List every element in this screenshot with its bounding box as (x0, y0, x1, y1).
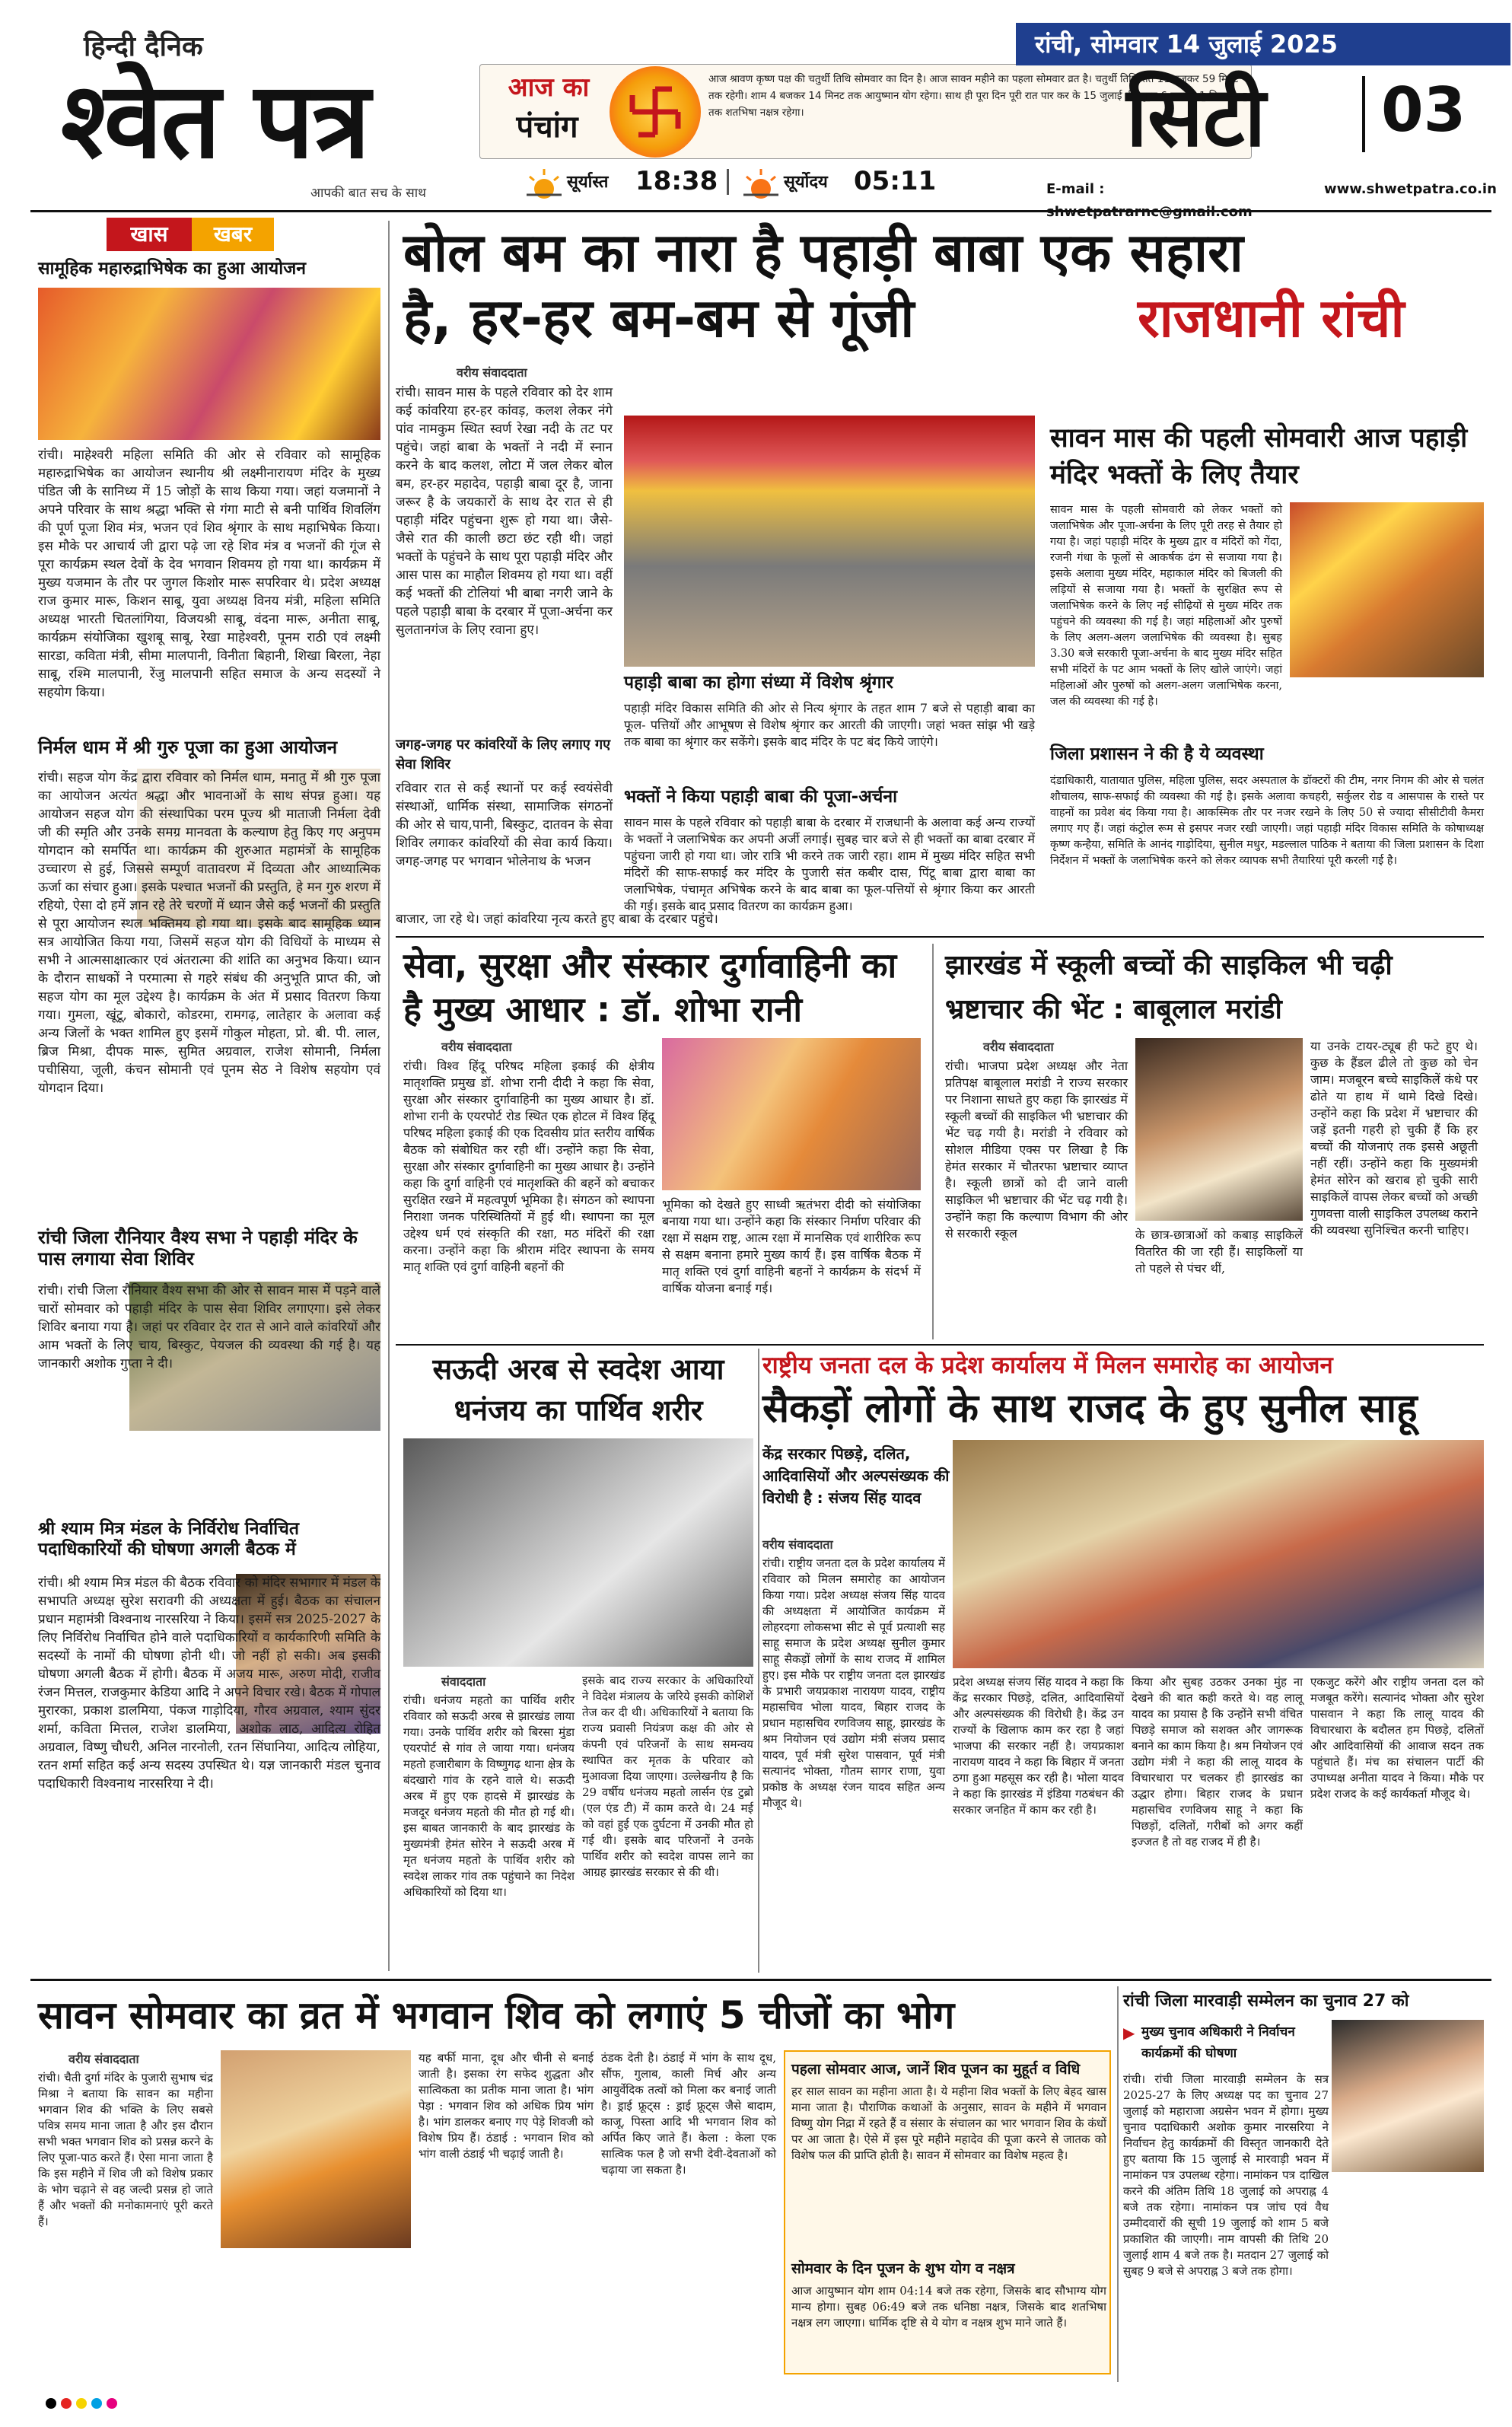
rt-sub-headline[interactable]: जिला प्रशासन ने की है ये व्यवस्था (1050, 744, 1264, 764)
bhog-body-a: रांची। चैती दुर्गा मंदिर के पुजारी सुभाष चंद्र मिश्रा ने बताया कि सावन का महीना भगवान शिव की भक्ति के लिए सबसे पवित्र समय माना जाता है और इस दौरान सभी भक्त भगवान शिव को प्रसन्न करने के लिए पूजा-पाठ करते हैं। ऐसा माना जाता है कि इस महीने में शिव जी को विशेष प्रकार के भोग चढ़ाने से वह जल्दी प्रसन्न हो जाते हैं और भक्तों की मनोकामनाएं पूरी करते हैं। (38, 2071, 213, 2228)
marandi-body-b: के छात्र-छात्राओं को कबाड़ साइकिलें वितरित की जा रही हैं। साइकिलों या तो पहले से पंचर थीं, (1135, 1228, 1303, 1276)
tagline: आपकी बात सच के साथ (310, 186, 427, 201)
print-registration-marks (46, 2397, 1476, 2416)
bhog-article (38, 1986, 1111, 2382)
marwari-headline[interactable]: रांची जिला मारवाड़ी सम्मेलन का चुनाव 27 को (1123, 1992, 1409, 2011)
bhog-body-b: यह बर्फी माना, दूध और चीनी से बनाई जाती है। इसका रंग सफेद शुद्धता और सात्विकता का प्रतीक माना जाता है। भांग पेड़ा : भगवान शिव को अधिक प्रिय भांग है। भांग डालकर बनाए गए पेड़े शिवजी को विशेष प्रिय हैं। ठंडाई : भगवान शिव को भांग वाली ठंडाई भी चढ़ाई जाती है। (419, 2051, 594, 2161)
lead-photo (624, 416, 1035, 667)
brand-name[interactable]: श्वेत पत्र (61, 59, 369, 182)
brand-top: हिन्दी दैनिक (84, 31, 203, 62)
rt-body: सावन मास के पहली सोमवारी को लेकर भक्तों को जलाभिषेक और पूजा-अर्चना के लिए पूरी तरह से तैयार हो गया है। जहां पहाड़ी मंदिर के मुख्य द्वार व मंदिरों को गेंदा, रजनी गंधा के फूलों से आकर्षक ढंग से सजाया गया है। इसके अलावा मुख्य मंदिर, महाकाल मंदिर को बिजली की लड़ियों से सजाया गया है। भक्तों के सुरक्षित रूप से जलाभिषेक करने के लिए नई सीढ़ियों से मुख्य मंदिर तक पहुंचने की व्यवस्था की गई है। जहां महिलाओं और पुरुषों के लिए अलग-अलग जलाभिषेक की व्यवस्था है। सुबह 3.30 बजे सरकारी पूजा-अर्चना के बाद मुख्य मंदिर सहित सभी मंदिरों के पट आम भक्तों के लिए खोले जाएंगे। जहां महिलाओं और पुरुषों को अलग-अलग जलाभिषेक करना, जल की व्यवस्था की गई है। (1050, 504, 1282, 708)
masthead (0, 0, 1512, 205)
durgavahini-headline[interactable]: सेवा, सुरक्षा और संस्कार दुर्गावाहिनी का है मुख्य आधार : डॉ. शोभा रानी (403, 945, 897, 1030)
muhurat-body: हर साल सावन का महीना आता है। ये महीना शिव भक्तों के लिए बेहद खास माना जाता है। पौराणिक कथाओं के अनुसार, सावन के महीने में भगवान विष्णु योग निद्रा में रहते हैं व संसार के संचालन का भार भगवान शिव के कंधों पर आ जाता है। ऐसे में इस पूरे महीने महादेव की पूजा करने से जातक को विशेष फल की प्राप्ति होती है। सावन में सोमवार का विशेष महत्व है। (791, 2085, 1106, 2162)
left-a3-headline[interactable]: रांची जिला रौनियार वैश्य सभा ने पहाड़ी मंदिर के पास लगाया सेवा शिविर (38, 1227, 358, 1270)
durgavahini-article (396, 944, 928, 1339)
marandi-body-a: रांची। भाजपा प्रदेश अध्यक्ष और नेता प्रतिपक्ष बाबूलाल मरांडी ने राज्य सरकार पर निशाना साधते हुए कहा कि झारखंड में स्कूली बच्चों की साइकिल भी भ्रष्टाचार की भेंट चढ़ गयी है। मरांडी ने रविवार को सोशल मीडिया एक्स पर लिखा है कि हेमंत सरकार में चौतरफा भ्रष्टाचार व्याप्त है। स्कूली छात्रों को दी जाने वाली साइकिल भी भ्रष्टाचार की भेंट चढ़ गयी है। उन्होंने कहा कि कल्याण विभाग की ओर से सरकारी स्कूल (945, 1059, 1128, 1241)
left-a1-body: रांची। माहेश्वरी महिला समिति की ओर से रविवार को सामूहिक महारुद्राभिषेक का आयोजन स्थानीय श्री लक्ष्मीनारायण मंदिर के मुख्य पंडित जी के सानिध्य में 15 जोड़ों के साथ किया गया। जहां यजमानों ने अपने परिवार के साथ श्रद्धा भक्ति से गंगा माटी से बनी पार्थिव शिवलिंग की पूर्ण पूजा शिव मंत्र, भजन एवं शिव श्रृंगार के साथ महाभिषेक किया। इस मौके पर आचार्य जी द्वारा पढ़े जा रहे शिव मंत्र व भजनों की गूंज से पूरा कार्यक्रम स्थल देवों के देव भगवान शिवमय हो गया था। कार्यक्रम में मुख्य यजमान के तौर पर जुगल किशोर मारू सपरिवार थे। प्रदेश अध्यक्ष राज कुमार मारू, किशन साबू, युवा अध्यक्ष विनय मंत्री, महिला समिति अध्यक्ष भारती चितलांगिया, विजयश्री साबू, वंदना मारू, अनीता साबू, कार्यक्रम संयोजिका खुशबू साबू, रेखा माहेश्वरी, पूनम राठी एवं लक्ष्मी सारडा, कविता मंत्री, सीमा मालपानी, विनीता बिहानी, शिखा बिरला, नेहा साबू, रश्मि मालपानी, रेंजु मालपानी सहित समाज के अन्य सदस्यों ने सहयोग किया। (38, 447, 380, 700)
lead-subhead: जगह-जगह पर कांवरियों के लिए लगाए गए सेवा शिविर (396, 737, 611, 772)
rt-headline[interactable]: सावन मास की पहली सोमवारी आज पहाड़ी मंदिर भक्तों के लिए तैयार (1050, 423, 1468, 490)
rt-sub-body: दंडाधिकारी, यातायात पुलिस, महिला पुलिस, सदर अस्पताल के डॉक्टरों की टीम, नगर निगम की ओर से चलंत शौचालय, साफ-सफाई की व्यवस्था की गई है। इसके अलावा कचहरी, सर्कुलर रोड व आसपास के रास्ते पर वाहनों का प्रवेश बंद किया गया है। आकस्मिक तौर पर नजर रखने के लिए 50 से ज्यादा सीसीटीवी कैमरा लगाए गए हैं। जहां कंट्रोल रूम से इसपर नजर रखी जाएगी। जहां पहाड़ी मंदिर विकास समिति के कोषाध्यक्ष कृष्ण कन्हैया, समिति के आनंद गाड़ोदिया, सुनील मधुर, मडल्लाल पाठिक ने बताया की जिला प्रशासन के दिशा निर्देशन में भक्तों के जलाभिषेक करने को लेकर व्यापक सभी तैयारियां पूरी करली गई है। (1050, 775, 1484, 867)
muhurat-sub-body: आज आयुष्मान योग शाम 04:14 बजे तक रहेगा, जिसके बाद सौभाग्य योग मान्य होगा। सुबह 06:49 बजे तक धनिष्ठा नक्षत्र, जिसके बाद शतभिषा नक्षत्र लग जाएगा। धार्मिक दृष्टि से ये योग व नक्षत्र शुभ माने जाते हैं। (791, 2284, 1106, 2330)
sunrise-label: सूर्योदय (784, 173, 828, 192)
lead-headline-1[interactable]: बोल बम का नारा है पहाड़ी बाबा एक सहारा (403, 221, 1243, 284)
rjd-headline[interactable]: सैकड़ों लोगों के साथ राजद के हुए सुनील साहू (762, 1386, 1418, 1432)
left-a4-headline[interactable]: श्री श्याम मित्र मंडल के निर्विरोध निर्वाचित पदाधिकारियों की घोषणा अगली बैठक में (38, 1519, 299, 1560)
tag-khabar: खबर (192, 218, 274, 251)
marwari-body: रांची। रांची जिला मारवाड़ी सम्मेलन के सत्र 2025-27 के लिए अध्यक्ष पद का चुनाव 27 जुलाई को महाराजा अग्रसेन भवन में होगा। मुख्य चुनाव पदाधिकारी अशोक कुमार नारसरिया ने निर्वाचन हेतु कार्यक्रमों की विस्तृत जानकारी देते हुए बताया कि 15 जुलाई से मारवाड़ी भवन में नामांकन पत्र उपलब्ध रहेगा। नामांकन पत्र दाखिल करने की अंतिम तिथि 18 जुलाई को अपराह्न 4 बजे तक रहेगा। नामांकन पत्र जांच एवं वैध उम्मीदवारों की सूची 19 जुलाई को शाम 5 बजे प्रकाशित की जाएगी। नाम वापसी की तिथि 20 जुलाई शाम 4 बजे तक है। मतदान 27 जुलाई को सुबह 9 बजे से अपराह्न 3 बजे तक होगा। (1123, 2072, 1329, 2278)
left-a1-headline[interactable]: सामूहिक महारुद्राभिषेक का हुआ आयोजन (38, 259, 307, 279)
lead-byline: वरीय संवाददाता (457, 365, 527, 380)
left-a2-body: रांची। सहज योग केंद्र द्वारा रविवार को निर्मल धाम, मनातु में श्री गुरु पूजा का आयोजन अत्यंत श्रद्धा और भावनाओं के साथ संपन्न हुआ। यह आयोजन सहज योग की संस्थापिका परम पूज्य श्री माताजी निर्मला देवी जी की स्मृति और उनके समग्र मानवता के कल्याण हेतु किए गए अनुपम योगदान को समर्पित था। कार्यक्रम की शुरुआत महामंत्रों के सामूहिक उच्चारण से हुई, जिससे सम्पूर्ण वातावरण में दिव्यता और आध्यात्मिक ऊर्जा का संचार हुआ। इसके पश्चात भजनों की प्रस्तुति, हे मन गुरु शरण में रहियो, ऐसा दो हमें ज्ञान रहे तेरे चरणों में ध्यान जैसे कई भजनों की प्रस्तुति से पूरा आयोजन स्थल भक्तिमय हो गया था। इसके बाद सामूहिक ध्यान सत्र आयोजित किया गया, जिसमें सहज योग की विधियों के माध्यम से सभी ने आत्मसाक्षात्कार एवं अंतरात्मा की शांति का अनुभव किया। ध्यान के दौरान साधकों ने परमात्मा से गहरे संबंध की अनुभूति प्राप्त की, जो सहज योग का मूल उद्देश्य है। कार्यक्रम के अंत में प्रसाद वितरण किया गया। गुमला, खूंटू, बोकारो, कोडरमा, रामगढ़, लातेहार के अलावा कई अन्य जिलों के भक्त शामिल हुए इसमें गोकुल मोहता, प्रो. बी. पी. लाल, ब्रिज मिश्रा, दीपक मारू, सुमित अग्रवाल, राजेश सोमानी, निर्मला पचीसिया, जूली, कंचन सोमानी एवं पूनम सेठ ने विशेष सहयोग एवं योगदान दिया। (38, 770, 380, 1096)
rjd-byline: वरीय संवाददाता (762, 1537, 833, 1552)
left-a1-photo (38, 288, 380, 440)
sunset-label: सूर्यास्त (567, 173, 609, 192)
lead-body-c: पहाड़ी मंदिर विकास समिति की ओर से नित्य श्रृंगार के तहत शाम 7 बजे से पहाड़ी बाबा का फूल- पत्तियों और आभूषण से विशेष श्रृंगार कर आरती की जाएगी। जहां भक्त सांझ भी खड़े तक बाबा का श्रृंगार कर सकेंगे। इसके बाद मंदिर के पट बंद किये जाएंगे। (624, 701, 1035, 749)
sunset-icon (525, 166, 563, 196)
sunrise-icon (742, 166, 780, 196)
tag-khas: खास (107, 218, 192, 251)
muhurat-sub-headline[interactable]: सोमवार के दिन पूजन के शुभ योग व नक्षत्र (791, 2260, 1015, 2277)
rjd-body-d: एकजुट करेंगे और राष्ट्रीय जनता दल को मजबूत करेंगे। सत्यानंद भोक्ता और सुरेश पासवान ने कहा कि लालू यादव की विचारधारा के बदौलत हम पिछड़े, दलितों और आदिवासियों की आवाज सदन तक पहुंचाते हैं। मंच का संचालन पार्टी की उपाध्यक्ष अनीता यादव ने किया। मौके पर प्रदेश राजद के कई कार्यकर्ता मौजूद थे। (1310, 1675, 1484, 1801)
bhog-byline: वरीय संवाददाता (68, 2052, 139, 2066)
rt-body-cont (1290, 680, 1484, 735)
marwari-photo (1332, 2020, 1484, 2172)
divider (727, 169, 729, 195)
left-article-2 (38, 737, 380, 1222)
lead-body-b: रविवार रात से कई स्थानों पर कई स्वयंसेवी संस्थाओं, धार्मिक संस्था, सामाजिक संगठनों की ओर से चाय,पानी, बिस्कुट, दातवन के सेवा शिविर लगाकर कांवरियों की सेवा कार्य किया। जगह-जगह पर भगवान भोलेनाथ के भजन (396, 781, 613, 869)
left-a3-body: रांची। रांची जिला रौनियार वैश्य सभा की ओर से सावन मास में पड़ने वाले चारों सोमवार को पहाड़ी मंदिर के पास सेवा शिविर लगाएगा। इसे लेकर शिविर बनाया गया है। जहां पर रविवार देर रात से आने वाले कांवरियों और आम भक्तों के लिए चाय, बिस्कुट, पेयजल की व्यवस्था की गई है। यह जानकारी अशोक गुप्ता ने दी। (38, 1283, 380, 1371)
left-a4-body: रांची। श्री श्याम मित्र मंडल की बैठक रविवार को मंदिर सभागार में मंडल के सभापति अध्यक्ष सुरेश सरावगी की अध्यक्षता में हुई। बैठक का संचालन प्रधान महामंत्री विश्वनाथ नारसरिया ने किया। इसमें सत्र 2025-2027 के लिए निर्विरोध निर्वाचित होने वाले पदाधिकारियों व कार्यकारिणी समिति के सदस्यों के नामों की घोषणा होनी थी। जो नहीं हो सकी। अब इसकी घोषणा अगली बैठक में होगी। बैठक में अजय मारू, अरुण मोदी, राजीव रंजन मित्तल, राजकुमार केडिया आदि ने अपने विचार रखे। बैठक में गोपाल मुरारका, प्रकाश डालमिया, पंकज गाड़ोदिया, गौरव अग्रवाल, श्याम सुंदर शर्मा, कविता मित्तल, राजेश डालमिया, अशोक लाठ, आदित्य रोहित अग्रवाल, विष्णु चौधरी, अनिल नारनोली, रतन सिंघानिया, आदित्य लोहिया, रतन शर्मा सहित कई अन्य सदस्य उपस्थित थे। यज्ञ जानकारी मंडल चुनाव पदाधिकारी विश्वनाथ नारसरिया ने दी। (38, 1575, 380, 1792)
rjd-kicker: राष्ट्रीय जनता दल के प्रदेश कार्यालय में मिलन समारोह का आयोजन (762, 1352, 1333, 1379)
khas-khabar-tag (107, 218, 274, 251)
page-number: 03 (1381, 75, 1466, 145)
saudi-body-a: रांची। धनंजय महतो का पार्थिव शरीर रविवार को सऊदी अरब से झारखंड लाया गया। उनके पार्थिव शरीर को बिरसा मुंडा एयरपोर्ट से गांव ले जाया गया। धनंजय महतो हजारीबाग के विष्णुगढ़ थाना क्षेत्र के बंदखारो गांव के रहने वाले थे। सऊदी अरब में हुए एक हादसे में झारखंड के मजदूर धनंजय महतो की मौत हो गई थी। इस बाबत जानकारी के बाद झारखंड के मुख्यमंत्री हेमंत सोरेन ने सऊदी अरब में मृत धनंजय महतो के पार्थिव शरीर को स्वदेश लाकर गांव तक पहुंचाने का निदेश अधिकारियों को दिया था। (403, 1693, 575, 1899)
muhurat-headline[interactable]: पहला सोमवार आज, जानें शिव पूजन का मुहूर्त व विधि (791, 2061, 1081, 2078)
lead-body-a: रांची। सावन मास के पहले रविवार को देर शाम कई कांवरिया हर-हर कांवड़, कलश लेकर नंगे पांव नामकुम स्थित स्वर्ण रेखा नदी के तट पर पहुंचे। जहां बाबा के भक्तों ने नदी में स्नान करने के बाद कलश, लोटा में जल लेकर बोल बम, हर-हर महादेव, पहाड़ी बाबा दूर है, जाना जरूर है के जयकारों के साथ देर रात से ही पहाड़ी मंदिर पहुंचना शुरू हो गया था। जैसे-जैसे रात की काली छटा छंट रही थी। जहां भक्तों के पहुंचने के साथ पूरा पहाड़ी मंदिर और आस पास का माहौल शिवमय हो गया था। वहीं कई भक्तों की टोलियां भी बाबा नगरी जाने के पहले पहाड़ी बाबा के दरबार में पूजा-अर्चना कर सुलतानगंज के लिए रवाना हुए। (396, 385, 613, 638)
swastik-icon (610, 66, 701, 158)
rjd-quote: केंद्र सरकार पिछड़े, दलित, आदिवासियों और अल्पसंख्यक की विरोधी है : संजय सिंह यादव (762, 1444, 950, 1507)
arrow-icon: ▶ (1123, 2024, 1135, 2042)
durgavahini-body-b: भूमिका को देखते हुए साध्वी ऋतंभरा दीदी को संयोजिका बनाया गया था। उन्होंने कहा कि संस्कार निर्माण परिवार की रक्षा में सक्षम राष्ट्र, आत्म रक्षा में मानसिक एवं शारीरिक रूप से सक्षम बनाना हमारे मुख्य कार्य हैं। इस वार्षिक बैठक में मातृ शक्ति एवं दुर्गा वाहिनी बहनों ने कार्यक्रम के संदर्भ में वार्षिक योजना बनाई गई। (662, 1197, 921, 1295)
saudi-photo (403, 1438, 753, 1667)
website[interactable]: www.shwetpatra.co.in (1324, 181, 1497, 197)
marandi-headline[interactable]: झारखंड में स्कूली बच्चों की साइकिल भी चढ़ी भ्रष्टाचार की भेंट : बाबूलाल मरांडी (945, 950, 1393, 1025)
marandi-body-c: या उनके टायर-ट्यूब ही फटे हुए थे। कुछ के हैंडल ढीले तो कुछ को चेन जाम। मजबूरन बच्चे साइकिलें कंधे पर ढोते या हाथ में थामे दिखे दिखे। उन्होंने कहा कि प्रदेश में भ्रष्टाचार की जड़ें इतनी गहरी हो चुकी हैं कि हर बच्चों की योजनाएं तक इससे अछूती नहीं रहीं। उन्होंने कहा कि मुख्यमंत्री हेमंत सोरेन को खराब हो चुकी सारी साइकिलें वापस लेकर बच्चों को अच्छी गुणवत्ता वाली साइकिल उपलब्ध कराने की व्यवस्था सुनिश्चित करनी चाहिए। (1310, 1039, 1478, 1237)
rjd-body-a: रांची। राष्ट्रीय जनता दल के प्रदेश कार्यालय में रविवार को मिलन समारोह का आयोजन किया गया। प्रदेश अध्यक्ष संजय सिंह यादव की अध्यक्षता में आयोजित कार्यक्रम में लोहरदगा लोकसभा सीट से पूर्व प्रत्याशी सह साहू समाज के प्रदेश अध्यक्ष सुनील कुमार साहू सैकड़ों लोगों के साथ राजद में शामिल हुए। इस मौके पर राष्ट्रीय जनता दल झारखंड के प्रभारी जयप्रकाश नारायण यादव, राष्ट्रीय महासचिव भोला यादव, बिहार राजद के प्रधान महासचिव रणविजय साहू, झारखंड के श्रम नियोजन एवं उद्योग मंत्री संजय प्रसाद यादव, पूर्व मंत्री सुरेश पासवान, पूर्व मंत्री सत्यानंद भोक्ता, गौतम सागर राणा, युवा प्रकोष्ठ के अध्यक्ष रंजन यादव सहित अन्य मौजूद थे। (762, 1556, 945, 1810)
left-article-3 (38, 1227, 380, 1514)
left-article-4 (38, 1519, 380, 1973)
lead-caption-1[interactable]: पहाड़ी बाबा का होगा संध्या में विशेष श्रृंगार (624, 673, 893, 693)
marwari-subhead: मुख्य चुनाव अधिकारी ने निर्वाचन कार्यक्रमों की घोषणा (1141, 2024, 1295, 2061)
panchang-title-1: आज का (508, 72, 590, 103)
date-line: रांची, सोमवार 14 जुलाई 2025 (1035, 30, 1338, 59)
bhog-photo (221, 2050, 411, 2248)
email[interactable]: E-mail : (1046, 181, 1105, 197)
durgavahini-body-a: रांची। विश्व हिंदू परिषद महिला इकाई की क्षेत्रीय मातृशक्ति प्रमुख डॉ. शोभा रानी दीदी ने कहा कि सेवा, सुरक्षा और संस्कार दुर्गावाहिनी का मुख्य आधार है। डॉ. शोभा रानी के एयरपोर्ट रोड स्थित एक होटल में विश्व हिंदू परिषद महिला इकाई की एक दिवसीय प्रांत स्तरीय वार्षिक बैठक को संबोधित कर रही थीं। उन्होंने कहा कि सेवा, सुरक्षा और संस्कार दुर्गावाहिनी का मुख्य आधार है। उन्होंने कहा कि दुर्गा वाहिनी एवं मातृशक्ति की बहनें को बचाकर सुरक्षित रखने में महत्वपूर्ण भूमिका है। संगठन को स्थापना निराशा जनक परिस्थितियों में हुई थी। स्थापना का मूल उद्देश्य धर्म एवं संस्कृति की रक्षा, मठ मंदिरों की रक्षा करना। उन्होंने कहा कि श्रीराम मंदिर स्थापना के समय मातृ शक्ति एवं दुर्गा वाहिनी बहनों की (403, 1059, 654, 1274)
marandi-photo (1135, 1038, 1303, 1221)
panchang-title-2: पंचांग (516, 110, 578, 145)
bhog-headline[interactable]: सावन सोमवार का व्रत में भगवान शिव को लगाएं 5 चीजों का भोग (38, 1993, 955, 2037)
rjd-body-b: प्रदेश अध्यक्ष संजय सिंह यादव ने कहा कि केंद्र सरकार पिछड़े, दलित, आदिवासियों और अल्पसंख्यक की विरोधी है। केंद्र उन राज्यों के खिलाफ काम कर रहा है जहां भाजपा की सरकार नहीं है। जयप्रकाश नारायण यादव ने कहा कि बिहार में जनता ठगा हुआ महसूस कर रही है। भोला यादव ने कहा कि झारखंड में इंडिया गठबंधन की सरकार जनहित में काम कर रही है। (953, 1675, 1124, 1817)
section-name: सिटी (1126, 70, 1266, 165)
lead-headline-2[interactable]: है, हर-हर बम-बम से गूंजी (403, 287, 915, 349)
saudi-byline: संवाददाता (441, 1674, 486, 1689)
durgavahini-byline: वरीय संवाददाता (441, 1040, 512, 1054)
lead-caption-2[interactable]: भक्तों ने किया पहाड़ी बाबा की पूजा-अर्चना (624, 787, 898, 807)
lead-body-d: सावन मास के पहले रविवार को पहाड़ी बाबा के दरबार में राजधानी के अलावा कई अन्य राज्यों के भक्तों ने जलाभिषेक कर अपनी अर्जी लगाई। सुबह चार बजे से ही भक्तों का बाबा दरबार में पहुंचना जारी हो गया था। जोर रात्रि भी करने तक जारी रहा। शाम में मुख्य मंदिर सहित सभी मंदिरों की साफ-सफाई कर मंदिर के पुजारी संत कबीर दास, पिंटू बाबा द्वारा बाबा का जलाभिषेक, पंचामृत अभिषेक करने के बाद बाबा का फूल-पत्तियों से श्रृंगार किया कर आरती की गई। इसके बाद प्रसाद वितरण का कार्यक्रम हुआ। (624, 815, 1035, 913)
rjd-body-c: किया और सुबह उठकर उनका मुंह ना देखने की बात कही करते थे। वह लालू यादव का प्रयास है कि उन्होंने सभी वंचित पिछड़े समाज को सशक्त और जागरूक बनाने का काम किया है। श्रम नियोजन एवं उद्योग मंत्री ने कहा की लालू यादव के विचारधारा पर चलकर ही झारखंड का उद्धार होगा। बिहार राजद के प्रधान महासचिव रणविजय साहू ने कहा कि पिछड़ों, दलितों, गरीबों को अगर कहीं इज्जत है तो वह राजद में ही है। (1132, 1675, 1303, 1849)
rjd-article (762, 1349, 1484, 1973)
lead-headline-red[interactable]: राजधानी रांची (1138, 287, 1405, 349)
muhurat-box (784, 2050, 1111, 2374)
section-divider (1362, 76, 1365, 152)
saudi-headline[interactable]: सऊदी अरब से स्वदेश आया धनंजय का पार्थिव शरीर (432, 1352, 724, 1427)
rt-photo (1290, 502, 1484, 677)
durgavahini-photo (662, 1038, 921, 1190)
marandi-article (937, 944, 1484, 1339)
left-article-1 (38, 259, 380, 731)
marwari-article (1123, 1986, 1484, 2382)
left-a2-headline[interactable]: निर्मल धाम में श्री गुरु पूजा का हुआ आयोजन (38, 737, 338, 758)
panchang-text: आज श्रावण कृष्ण पक्ष की चतुर्थी तिथि सोमवार का दिन है। आज सावन महीने का पहला सोमवार व्रत है। चतुर्थी तिथि रात 11 बजकर 59 मिनट तक रहेगी। शाम 4 बजकर 14 मिनट तक आयुष्मान योग रहेगा। साथ ही पूरा दिन पूरी रात पार कर के 15 जुलाई की सुबह 6 बजकर 1 मिनट तक शतभिषा नक्षत्र रहेगा। (708, 73, 1239, 119)
lead-tail: बाजार, जा रहे थे। जहां कांवरिया नृत्य करते हुए बाबा के दरबार पहुंचे। (396, 912, 718, 927)
sunrise-time: 05:11 (854, 166, 937, 196)
marandi-byline: वरीय संवाददाता (983, 1040, 1054, 1054)
sunset-time: 18:38 (635, 166, 718, 196)
saudi-body-b: इसके बाद राज्य सरकार के अधिकारियों ने विदेश मंत्रालय के जरिये इसकी कोशिशें तेज कर दी थी। अधिकारियों ने बताया कि राज्य प्रवासी नियंत्रण कक्ष की ओर से कंपनी एवं परिजनों के साथ समन्वय स्थापित कर मृतक के परिवार को मुआवजा दिया जाएगा। उल्लेखनीय है कि 29 वर्षीय धनंजय महतो लार्सन एंड टुब्रो (एल एंड टी) में काम करते थे। 24 मई को वहां हुई एक दुर्घटना में उनकी मौत हो गई थी। इसके बाद परिजनों ने उनके पार्थिव शरीर को स्वदेश वापस लाने का आग्रह झारखंड सरकार से की थी। (582, 1674, 753, 1879)
saudi-article (396, 1349, 753, 1973)
bhog-body-c: ठंडक देती है। ठंडाई में भांग के साथ दूध, सौंफ, गुलाब, काली मिर्च और अन्य आयुर्वेदिक तत्वों को मिला कर बनाई जाती है। ड्राई फ्रूट्स : ड्राई फ्रूट्स जैसे बादाम, काजू, पिस्ता आदि भी भगवान शिव को अर्पित किए जाते हैं। केला : केला एक सात्विक फल है जो सभी देवी-देवताओं को चढ़ाया जा सकता है। (601, 2051, 776, 2177)
rjd-photo (953, 1440, 1484, 1668)
